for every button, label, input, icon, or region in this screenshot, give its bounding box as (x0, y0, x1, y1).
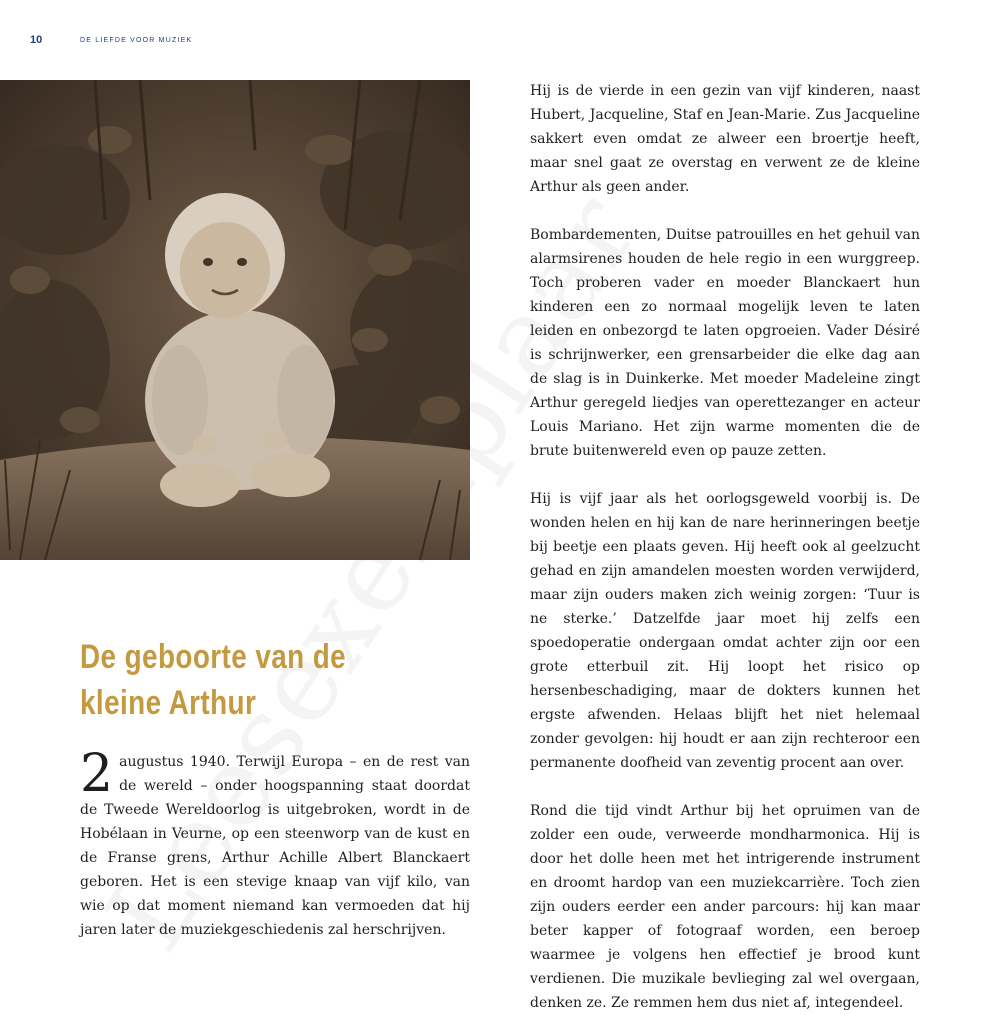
intro-paragraph (80, 744, 470, 942)
body-paragraph: Hij is de vierde in een gezin van vijf kinderen, naast Hubert, Jacqueline, Staf en Jean-Marie. Zus Jacqueline sakkert even omdat ze alweer een broertje heeft, maar snel gaat ze overstag en verwent ze de kleine Arthur als geen ander. (530, 83, 920, 195)
chapter-title-line1: De geboorte van de (80, 638, 347, 676)
running-head: DE LIEFDE VOOR MUZIEK (80, 36, 193, 44)
page-header (30, 33, 192, 47)
page-number: 10 (30, 34, 43, 46)
intro-paragraph-text: augustus 1940. Terwijl Europa – en de rest van de wereld – onder hoogspanning staat doordat de Tweede Wereldoorlog is uitgebroken, wordt in de Hobélaan in Veurne, op een steenworp van de kust en de Franse grens, Arthur Achille Albert Blanckaert geboren. Het is een stevige knaap van vijf kilo, van wie op dat moment niemand kan vermoeden dat hij jaren later de muziekgeschiedenis zal herschrijven. (80, 754, 470, 938)
baby-photo-illustration (0, 80, 470, 560)
body-paragraph: Bombardementen, Duitse patrouilles en het gehuil van alarmsirenes houden de hele regio in een wurggreep. Toch proberen vader en moeder Blanckaert hun kinderen een zo normaal mogelijk leven te laten leiden en onbezorgd te laten opgroeien. Vader Désiré is schrijnwerker, een grensarbeider die elke dag aan de slag is in Duinkerke. Met moeder Madeleine zingt Arthur geregeld liedjes van operettezanger en acteur Louis Mariano. Het zijn warme momenten die de brute buitenwereld even op pauze zetten. (530, 227, 920, 459)
body-paragraph: Rond die tijd vindt Arthur bij het opruimen van de zolder een oude, verweerde mondharmonica. Hij is door het dolle heen met het intrigerende instrument en droomt hardop van een muziekcarrière. Toch zien zijn ouders eerder een ander parcours: hij kan maar beter kapper of fotograaf worden, een beroep waarmee je volgens hen effectief je brood kunt verdienen. Die muzikale bevlieging zal wel overgaan, denken ze. Ze remmen hem dus niet af, integendeel. (530, 803, 920, 1011)
left-column (80, 744, 470, 942)
body-paragraph: Hij is vijf jaar als het oorlogsgeweld voorbij is. De wonden helen en hij kan de nare herinneringen beetje bij beetje een plaats geven. Hij heeft ook al geelzucht gehad en zijn amandelen moesten worden verwijderd, maar zijn ouders maken zich weinig zorgen: ‘Tuur is ne sterke.’ Datzelfde jaar moet hij zelfs een spoedoperatie ondergaan omdat achter zijn oor een grote etterbuil zit. Hij loopt het risico op hersenbeschadiging, maar de dokters kunnen het ergste afwenden. Helaas blijft het niet helemaal zonder gevolgen: hij houdt er aan zijn rechteroor een permanente doofheid van zeventig procent aan over. (530, 491, 920, 771)
right-column (530, 79, 920, 1015)
chapter-title-line2: kleine Arthur (80, 684, 257, 722)
drop-cap: 2 (80, 744, 114, 804)
baby-photo (0, 80, 470, 560)
chapter-title (80, 634, 408, 726)
